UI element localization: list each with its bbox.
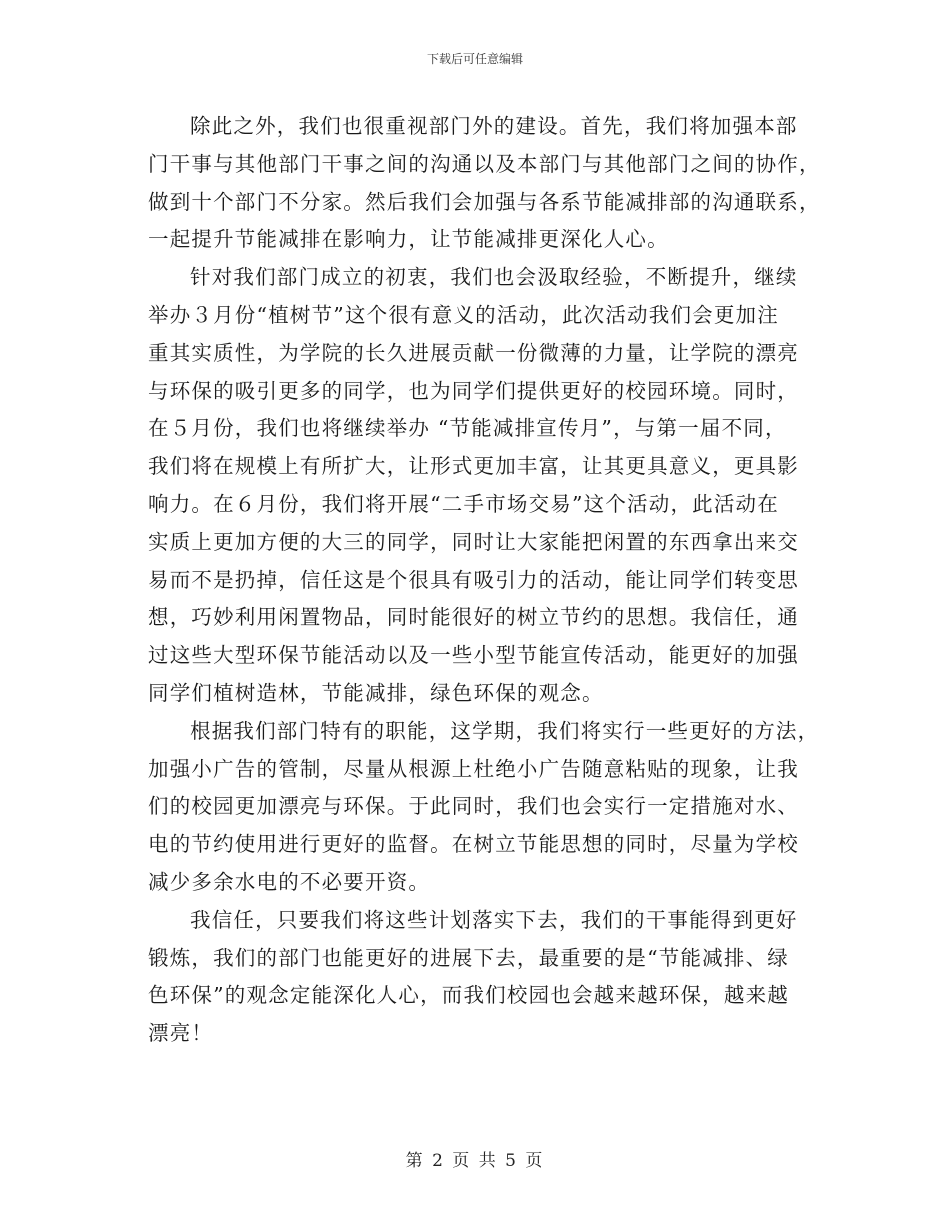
text-line: 针对我们部门成立的初衷，我们也会汲取经验，不断提升，继续: [190, 265, 798, 290]
text-line: 重其实质性，为学院的长久进展贡献一份微薄的力量，让学院的漂亮: [148, 340, 799, 365]
paragraph-1: [148, 108, 828, 259]
text-line: 一起提升节能减排在影响力，让节能减排更深化人心。: [148, 227, 669, 252]
text-line: 同学们植树造林，节能减排，绿色环保的观念。: [148, 680, 604, 705]
text-line: 门干事与其他部门干事之间的沟通以及本部门与其他部门之间的协作，: [148, 151, 821, 176]
text-line: 电的节约使用进行更好的监督。在树立节能思想的同时，尽量为学校: [148, 832, 799, 857]
paragraph-3: [148, 713, 828, 902]
text-line: 加强小广告的管制，尽量从根源上杜绝小广告随意粘贴的现象，让我: [148, 756, 799, 781]
text-line: 在５月份，我们也将继续举办 “节能减排宣传月”，与第一届不同，: [148, 416, 787, 441]
page-header: 下载后可任意编辑: [426, 52, 523, 66]
text-line: 锻炼，我们的部门也能更好的进展下去，最重要的是“节能减排、绿: [148, 945, 789, 970]
text-line: 响力。在６月份，我们将开展“二手市场交易”这个活动，此活动在: [148, 491, 779, 516]
document-body: [148, 108, 828, 1053]
paragraph-4: [148, 902, 828, 1053]
text-line: 实质上更加方便的大三的同学，同时让大家能把闲置的东西拿出来交: [148, 529, 799, 554]
text-line: 减少多余水电的不必要开资。: [148, 869, 431, 894]
text-line: 做到十个部门不分家。然后我们会加强与各系节能减排部的沟通联系，: [148, 189, 821, 214]
text-line: 我们将在规模上有所扩大，让形式更加丰富，让其更具意义，更具影: [148, 454, 799, 479]
text-line: 过这些大型环保节能活动以及一些小型节能宣传活动，能更好的加强: [148, 643, 799, 668]
text-line: 想，巧妙利用闲置物品，同时能很好的树立节约的思想。我信任，通: [148, 605, 799, 630]
text-line: 易而不是扔掉，信任这是个很具有吸引力的活动，能让同学们转变思: [148, 567, 799, 592]
text-line: 除此之外，我们也很重视部门外的建设。首先，我们将加强本部: [190, 114, 798, 138]
page-number: 第 2 页 共 5 页: [405, 1151, 545, 1171]
text-line: 们的校园更加漂亮与环保。于此同时，我们也会实行一定措施对水、: [148, 794, 799, 819]
paragraph-2: [148, 259, 828, 713]
text-line: 我信任，只要我们将这些计划落实下去，我们的干事能得到更好: [190, 907, 798, 932]
text-line: 举办３月份“植树节”这个很有意义的活动，此次活动我们会更加注: [148, 302, 779, 327]
text-line: 色环保”的观念定能深化人心，而我们校园也会越来越环保，越来越: [148, 983, 789, 1008]
text-line: 根据我们部门特有的职能，这学期，我们将实行一些更好的方法，: [190, 718, 820, 743]
text-line: 与环保的吸引更多的同学，也为同学们提供更好的校园环境。同时，: [148, 378, 799, 403]
text-line: 漂亮！: [148, 1021, 214, 1046]
